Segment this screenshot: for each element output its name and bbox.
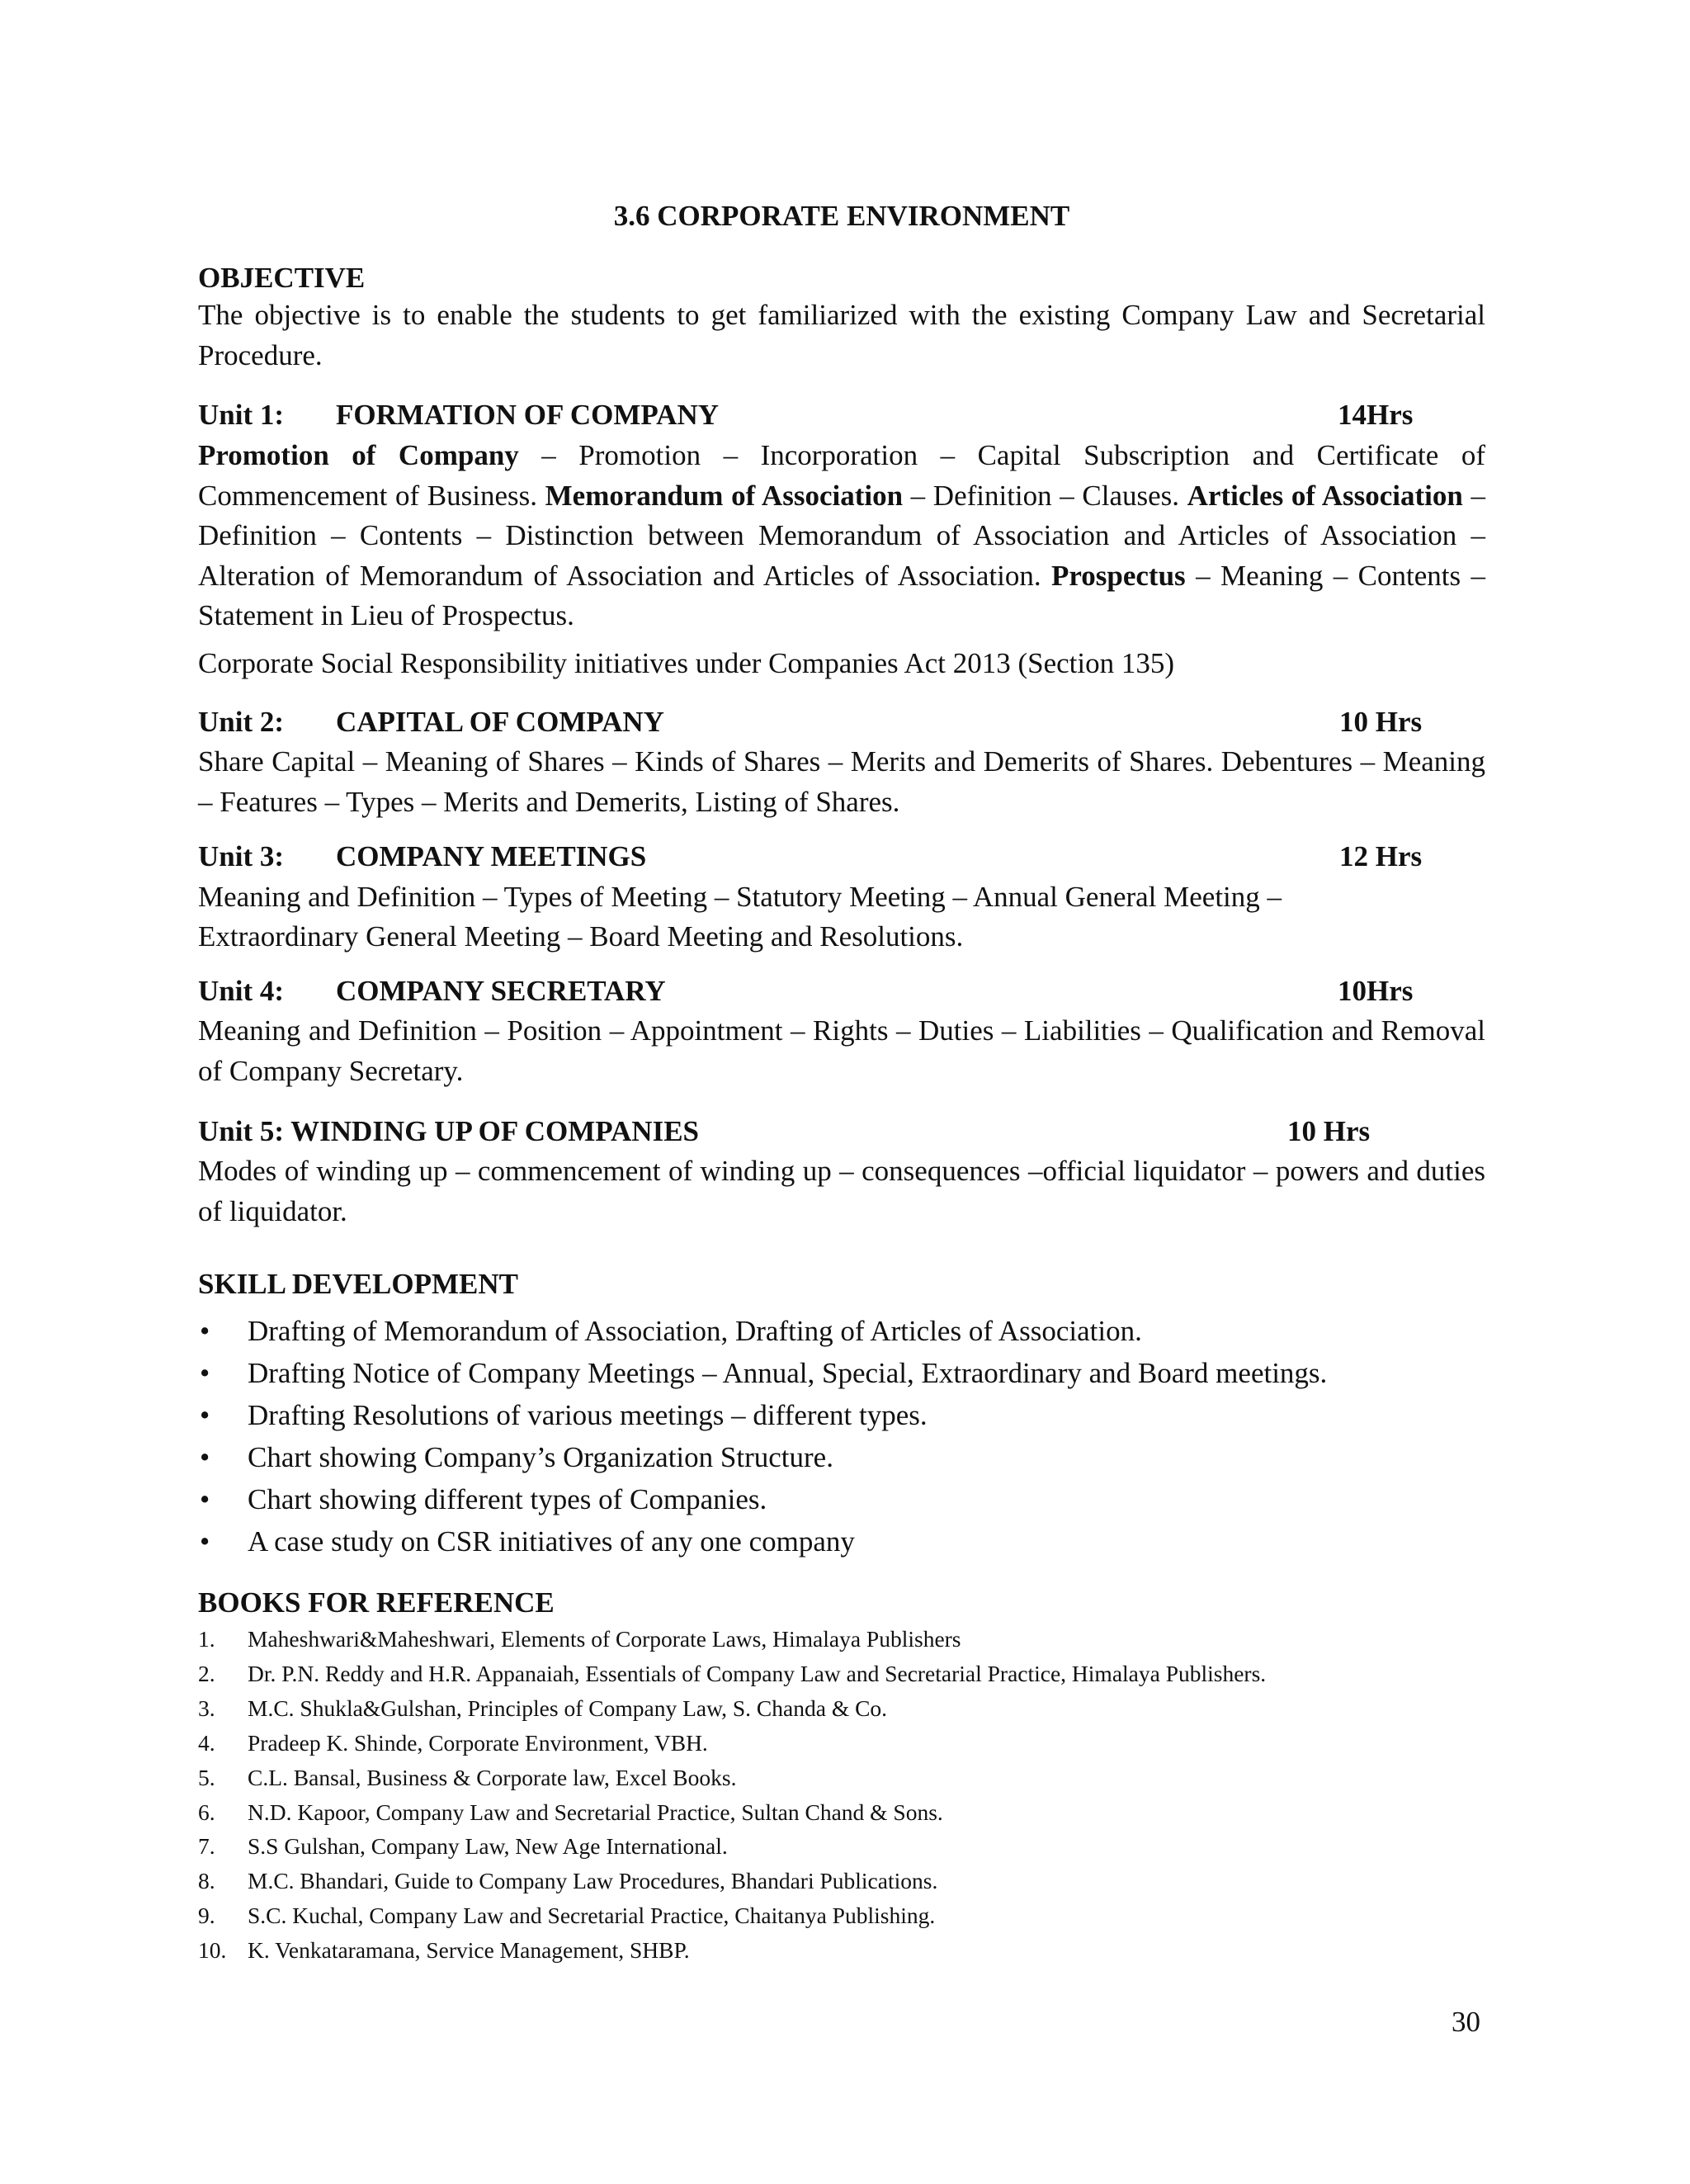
- item-number: 6.: [198, 1799, 215, 1825]
- unit-hours: 10 Hrs: [1287, 1115, 1371, 1147]
- list-item: • Drafting Resolutions of various meetings – different types.: [198, 1394, 1485, 1436]
- term-prospectus: Prospectus: [1050, 559, 1186, 592]
- item-number: 3.: [198, 1695, 215, 1721]
- list-item: 3. M.C. Shukla&Gulshan, Principles of Company Law, S. Chanda & Co.: [198, 1691, 1535, 1726]
- item-number: 2.: [198, 1660, 215, 1686]
- list-item: 9. S.C. Kuchal, Company Law and Secretarial Practice, Chaitanya Publishing.: [198, 1898, 1535, 1933]
- unit-5-heading: [198, 1113, 1485, 1150]
- unit-3-content-line-1: Meaning and Definition – Types of Meeting – Statutory Meeting – Annual General Meeting –: [198, 881, 1282, 913]
- unit-5-content: Modes of winding up – commencement of winding up – consequences –official liquidator – powers and duties of liquidator.: [198, 1155, 1485, 1227]
- unit-hours: 12 Hrs: [1339, 840, 1423, 872]
- list-item: • Drafting Notice of Company Meetings – Annual, Special, Extraordinary and Board meetings.: [198, 1352, 1485, 1394]
- list-item: 5. C.L. Bansal, Business & Corporate law, Excel Books.: [198, 1761, 1535, 1795]
- list-item: • A case study on CSR initiatives of any one company: [198, 1520, 1485, 1562]
- list-item: 7. S.S Gulshan, Company Law, New Age International.: [198, 1829, 1535, 1864]
- unit-4-heading: [198, 973, 1485, 1009]
- books-list: [198, 1622, 1535, 1968]
- term-promotion: Promotion of Company: [198, 439, 519, 471]
- unit-number: Unit 4:: [198, 975, 285, 1007]
- bullet-icon: •: [200, 1357, 210, 1389]
- unit-title: CAPITAL OF COMPANY: [336, 706, 664, 738]
- item-number: 7.: [198, 1833, 215, 1860]
- list-item: 1. Maheshwari&Maheshwari, Elements of Corporate Laws, Himalaya Publishers: [198, 1622, 1535, 1657]
- unit-title: FORMATION OF COMPANY: [336, 399, 720, 431]
- page-number: 30: [1452, 2006, 1480, 2038]
- list-item: • Chart showing different types of Companies.: [198, 1478, 1485, 1520]
- unit-1-heading: [198, 397, 1485, 433]
- term-articles: Articles of Association: [1187, 479, 1463, 512]
- unit-hours: 10Hrs: [1338, 975, 1414, 1007]
- item-number: 8.: [198, 1868, 215, 1894]
- objective-heading: OBJECTIVE: [198, 262, 366, 294]
- unit-4-content: Meaning and Definition – Position – Appointment – Rights – Duties – Liabilities – Qualification and Removal of Company Secretary.: [198, 1014, 1485, 1087]
- unit-1-extra: Corporate Social Responsibility initiatives under Companies Act 2013 (Section 135): [198, 647, 1175, 679]
- bullet-icon: •: [200, 1315, 210, 1347]
- unit-hours: 14Hrs: [1338, 399, 1414, 431]
- bullet-icon: •: [200, 1525, 210, 1558]
- bullet-icon: •: [200, 1483, 210, 1515]
- list-item: • Drafting of Memorandum of Association, Drafting of Articles of Association.: [198, 1310, 1485, 1352]
- unit-title: Unit 5: WINDING UP OF COMPANIES: [198, 1115, 700, 1147]
- unit-2-content: Share Capital – Meaning of Shares – Kinds of Shares – Merits and Demerits of Shares. Debentures – Meaning – Features – Types – Merits and Demerits, Listing of Shares.: [198, 745, 1485, 818]
- item-number: 5.: [198, 1764, 215, 1790]
- page-title: 3.6 CORPORATE ENVIRONMENT: [613, 200, 1070, 232]
- unit-1-content: Promotion of Company – Promotion – Incorporation – Capital Subscription and Certificate of Commencement of Business. Memorandum of Association – Definition – Clauses. Articles of Association – Definition – Contents – Distinction between Memorandum of Association and Articles of Association – Alteration of Memorandum of Association and Articles of Association. Prospectus – Meaning – Contents – Statement in Lieu of Prospectus.: [198, 439, 1485, 631]
- unit-title: COMPANY SECRETARY: [336, 975, 666, 1007]
- unit-hours: 10 Hrs: [1339, 706, 1423, 738]
- list-item: 10. K. Venkataramana, Service Management, SHBP.: [198, 1933, 1535, 1968]
- bullet-icon: •: [200, 1441, 210, 1473]
- objective-text: The objective is to enable the students to get familiarized with the existing Company Law and Secretarial Procedure.: [198, 299, 1485, 371]
- unit-3-content-line-2: Extraordinary General Meeting – Board Meeting and Resolutions.: [198, 920, 964, 953]
- item-number: 1.: [198, 1626, 215, 1652]
- unit-number: Unit 1:: [198, 399, 285, 431]
- unit-3-heading: [198, 839, 1485, 875]
- list-item: 8. M.C. Bhandari, Guide to Company Law Procedures, Bhandari Publications.: [198, 1864, 1535, 1898]
- skill-development-list: [198, 1310, 1485, 1562]
- item-number: 4.: [198, 1729, 215, 1756]
- item-number: 10.: [198, 1937, 227, 1964]
- item-number: 9.: [198, 1903, 215, 1929]
- unit-title: COMPANY MEETINGS: [336, 840, 647, 872]
- unit-2-heading: [198, 704, 1485, 740]
- list-item: 6. N.D. Kapoor, Company Law and Secretarial Practice, Sultan Chand & Sons.: [198, 1795, 1535, 1830]
- bullet-icon: •: [200, 1399, 210, 1431]
- unit-number: Unit 3:: [198, 840, 285, 872]
- list-item: 2. Dr. P.N. Reddy and H.R. Appanaiah, Essentials of Company Law and Secretarial Practice, Himalaya Publishers.: [198, 1657, 1535, 1691]
- unit-number: Unit 2:: [198, 706, 285, 738]
- books-heading: BOOKS FOR REFERENCE: [198, 1586, 555, 1619]
- list-item: • Chart showing Company’s Organization Structure.: [198, 1436, 1485, 1478]
- term-memorandum: Memorandum of Association: [545, 479, 904, 512]
- list-item: 4. Pradeep K. Shinde, Corporate Environment, VBH.: [198, 1726, 1535, 1761]
- skill-development-heading: SKILL DEVELOPMENT: [198, 1268, 519, 1300]
